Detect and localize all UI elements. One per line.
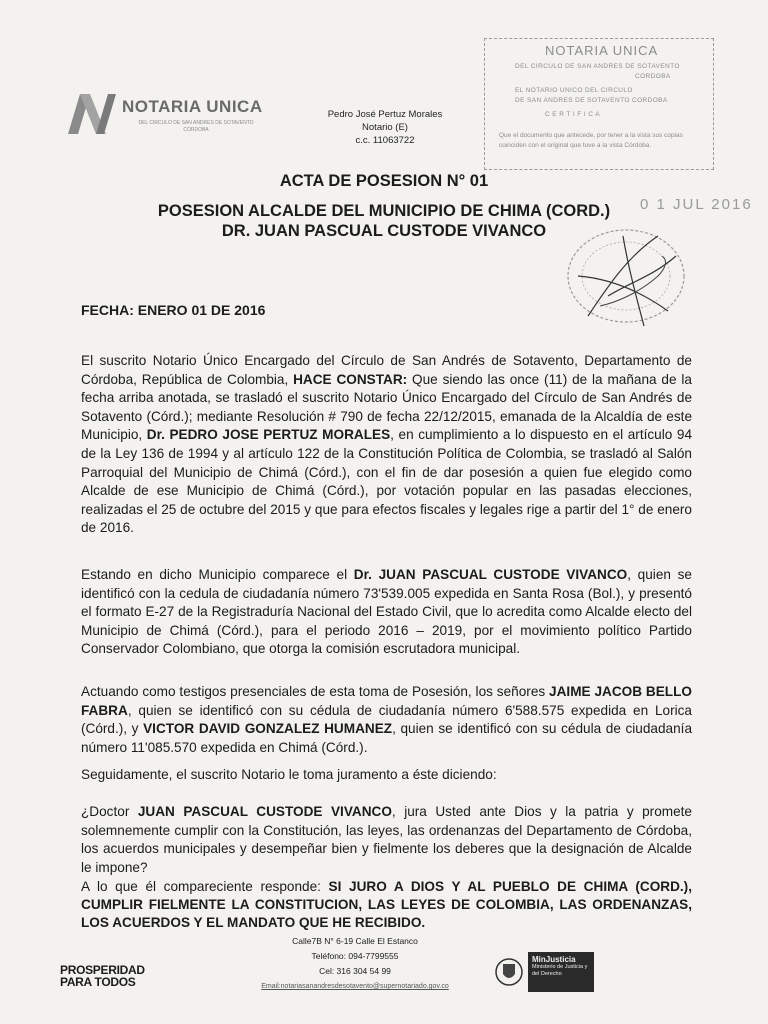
paragraph-1 — [81, 352, 692, 538]
paragraph-3 — [81, 683, 692, 757]
notary-role: Notario (E) — [362, 122, 408, 133]
notaria-logo — [66, 92, 276, 142]
p2-text-c: , quien se identificó con la cedula de ciudadanía número 73'539.005 expedida en Santa Rosa (Bol.), y presentó el formato E-27 de la Registraduría Nacional del Estado Civil, que lo acredita como Alcalde electo del Municipio de Chimá (Córd.), para el periodo 2016 – 2019, por el movimiento político Partido Conservador Colombiano, que otorga la comisión escrutadora municipal. — [81, 567, 692, 657]
p6-text-a: A lo que él compareciente responde: — [81, 879, 329, 894]
prosperidad-line2: PARA TODOS — [60, 975, 136, 989]
stamp-line-5: C E R T I F I C A — [545, 111, 600, 118]
p5-text-c: , jura Usted ante Dios y la patria y promete solemnemente cumplir con la Constitución, las leyes, las ordenanzas del Departamento de Córdoba, los acuerdos municipales y desempeñar bien y fielmente los deberes que la designación de Alcalde le impone? — [81, 804, 692, 875]
subtitle-line1: POSESION ALCALDE DEL MUNICIPIO DE CHIMA (CORD.) — [157, 202, 611, 220]
p5-text-a: ¿Doctor — [81, 804, 138, 819]
p3-text-c: , quien se identificó con su cédula de ciudadanía número 6'588.575 expedida en Lorica (Córd.), y — [81, 702, 692, 737]
footer-contact — [240, 934, 470, 994]
p1-text-a: El suscrito Notario Único Encargado del Círculo de San Andrés de Sotavento, Departamento de Córdoba, República de Colombia, — [81, 353, 692, 387]
p3-text-e: , quien se identificó con su cédula de ciudadanía número 11'085.570 expedida en Chimá (Córd.). — [81, 721, 693, 755]
p6-bold-b: SI JURO A DIOS Y AL PUEBLO DE CHIMA (CORD.), CUMPLIR FIELMENTE LA CONSTITUCION, LAS LEYES DE COLOMBIA, LAS ORDENANZAS, LOS ACUERDOS Y EL MANDATO QUE HE RECIBIDO. — [81, 879, 692, 930]
logo-subtitle-line1: DEL CIRCULO DE SAN ANDRES DE SOTAVENTO — [138, 120, 254, 126]
paragraph-2 — [81, 566, 692, 659]
p3-bold-b: JAIME JACOB BELLO FABRA — [81, 684, 692, 718]
logo-title: NOTARIA UNICA — [122, 97, 263, 116]
p1-text-e: , en cumplimiento a lo dispuesto en el artículo 94 de la Ley 136 de 1994 y al artículo 122 de la Constitución Política de Colombia, se trasladó al Salón Parroquial del Municipio de Chimá (Córd.), con el fin de dar posesión a quien fue elegido como Alcalde de ese Municipio de Chimá (Córd.), por votación popular en las pasadas elecciones, realizadas el 25 de octubre del 2015 y que para efectos fiscales y legales rige a partir del 1° de enero de 2016. — [81, 427, 692, 536]
logo-subtitle — [126, 120, 266, 134]
notaria-logo-icon — [66, 92, 118, 136]
paragraph-4 — [81, 766, 692, 785]
p3-bold-d: VICTOR DAVID GONZALEZ HUMANEZ — [143, 721, 393, 737]
date-stamp: 0 1 JUL 2016 — [640, 196, 753, 213]
notary-info — [310, 108, 460, 147]
stamp-note: Que el documento que antecede, por tener a la vista sus copias coinciden con el original que tuve a la vista Córdoba. — [499, 132, 683, 149]
minjusticia-box — [528, 952, 594, 992]
minjusticia-logo — [494, 948, 604, 996]
p2-text-a: Estando en dicho Municipio comparece el — [81, 567, 354, 582]
notary-stamp — [484, 38, 714, 170]
prosperidad-line1: PROSPERIDAD — [60, 963, 145, 977]
logo-subtitle-line2: CORDOBA — [183, 127, 209, 133]
footer-phone: Teléfono: 094-7799555 — [311, 951, 399, 961]
p4-text: Seguidamente, el suscrito Notario le toma juramento a éste diciendo: — [81, 767, 497, 782]
date-line: FECHA: ENERO 01 DE 2016 — [81, 302, 266, 318]
notary-name: Pedro José Pertuz Morales — [327, 109, 443, 120]
act-title: ACTA DE POSESION N° 01 — [279, 172, 489, 190]
paragraph-6 — [81, 878, 692, 932]
escudo-icon — [494, 952, 524, 992]
notary-id: c.c. 11063722 — [355, 135, 415, 146]
stamp-title: NOTARIA UNICA — [545, 43, 659, 58]
minjusticia-title: MinJusticia — [532, 955, 576, 964]
p5-bold-b: JUAN PASCUAL CUSTODE VIVANCO — [137, 804, 392, 819]
p2-bold-b: Dr. JUAN PASCUAL CUSTODE VIVANCO — [353, 567, 628, 582]
stamp-line-2: CORDOBA — [635, 73, 671, 80]
p1-bold-b: HACE CONSTAR: — [293, 371, 408, 387]
footer-address: Calle7B N° 6-19 Calle El Estanco — [292, 936, 418, 946]
p1-text-c: Que siendo las once (11) de la mañana de la fecha arriba anotada, se trasladó el suscrito Notario Único Encargado del Círculo de San Andrés de Sotavento (Córd.); mediante Resolución # 790 de fecha 22/12/2015, emanada de la Alcaldía de este Municipio, — [81, 371, 692, 443]
footer-cel: Cel: 316 304 54 99 — [319, 966, 391, 976]
subtitle-line2: DR. JUAN PASCUAL CUSTODE VIVANCO — [221, 222, 547, 240]
p3-text-a: Actuando como testigos presenciales de esta toma de Posesión, los señores — [81, 684, 550, 699]
paragraph-5 — [81, 803, 692, 877]
footer-email-link[interactable]: Email:notariasanandresdesotavento@supernotariado.gov.co — [261, 983, 449, 990]
minjusticia-subtitle: Ministerio de Justicia y del Derecho — [532, 964, 588, 977]
p1-bold-d: Dr. PEDRO JOSE PERTUZ MORALES — [146, 427, 391, 443]
prosperidad-logo — [60, 964, 145, 988]
stamp-line-3: EL NOTARIO UNICO DEL CIRCULO — [515, 87, 633, 94]
stamp-line-1: DEL CIRCULO DE SAN ANDRES DE SOTAVENTO — [515, 63, 680, 70]
stamp-line-4: DE SAN ANDRES DE SOTAVENTO CORDOBA — [515, 97, 668, 104]
